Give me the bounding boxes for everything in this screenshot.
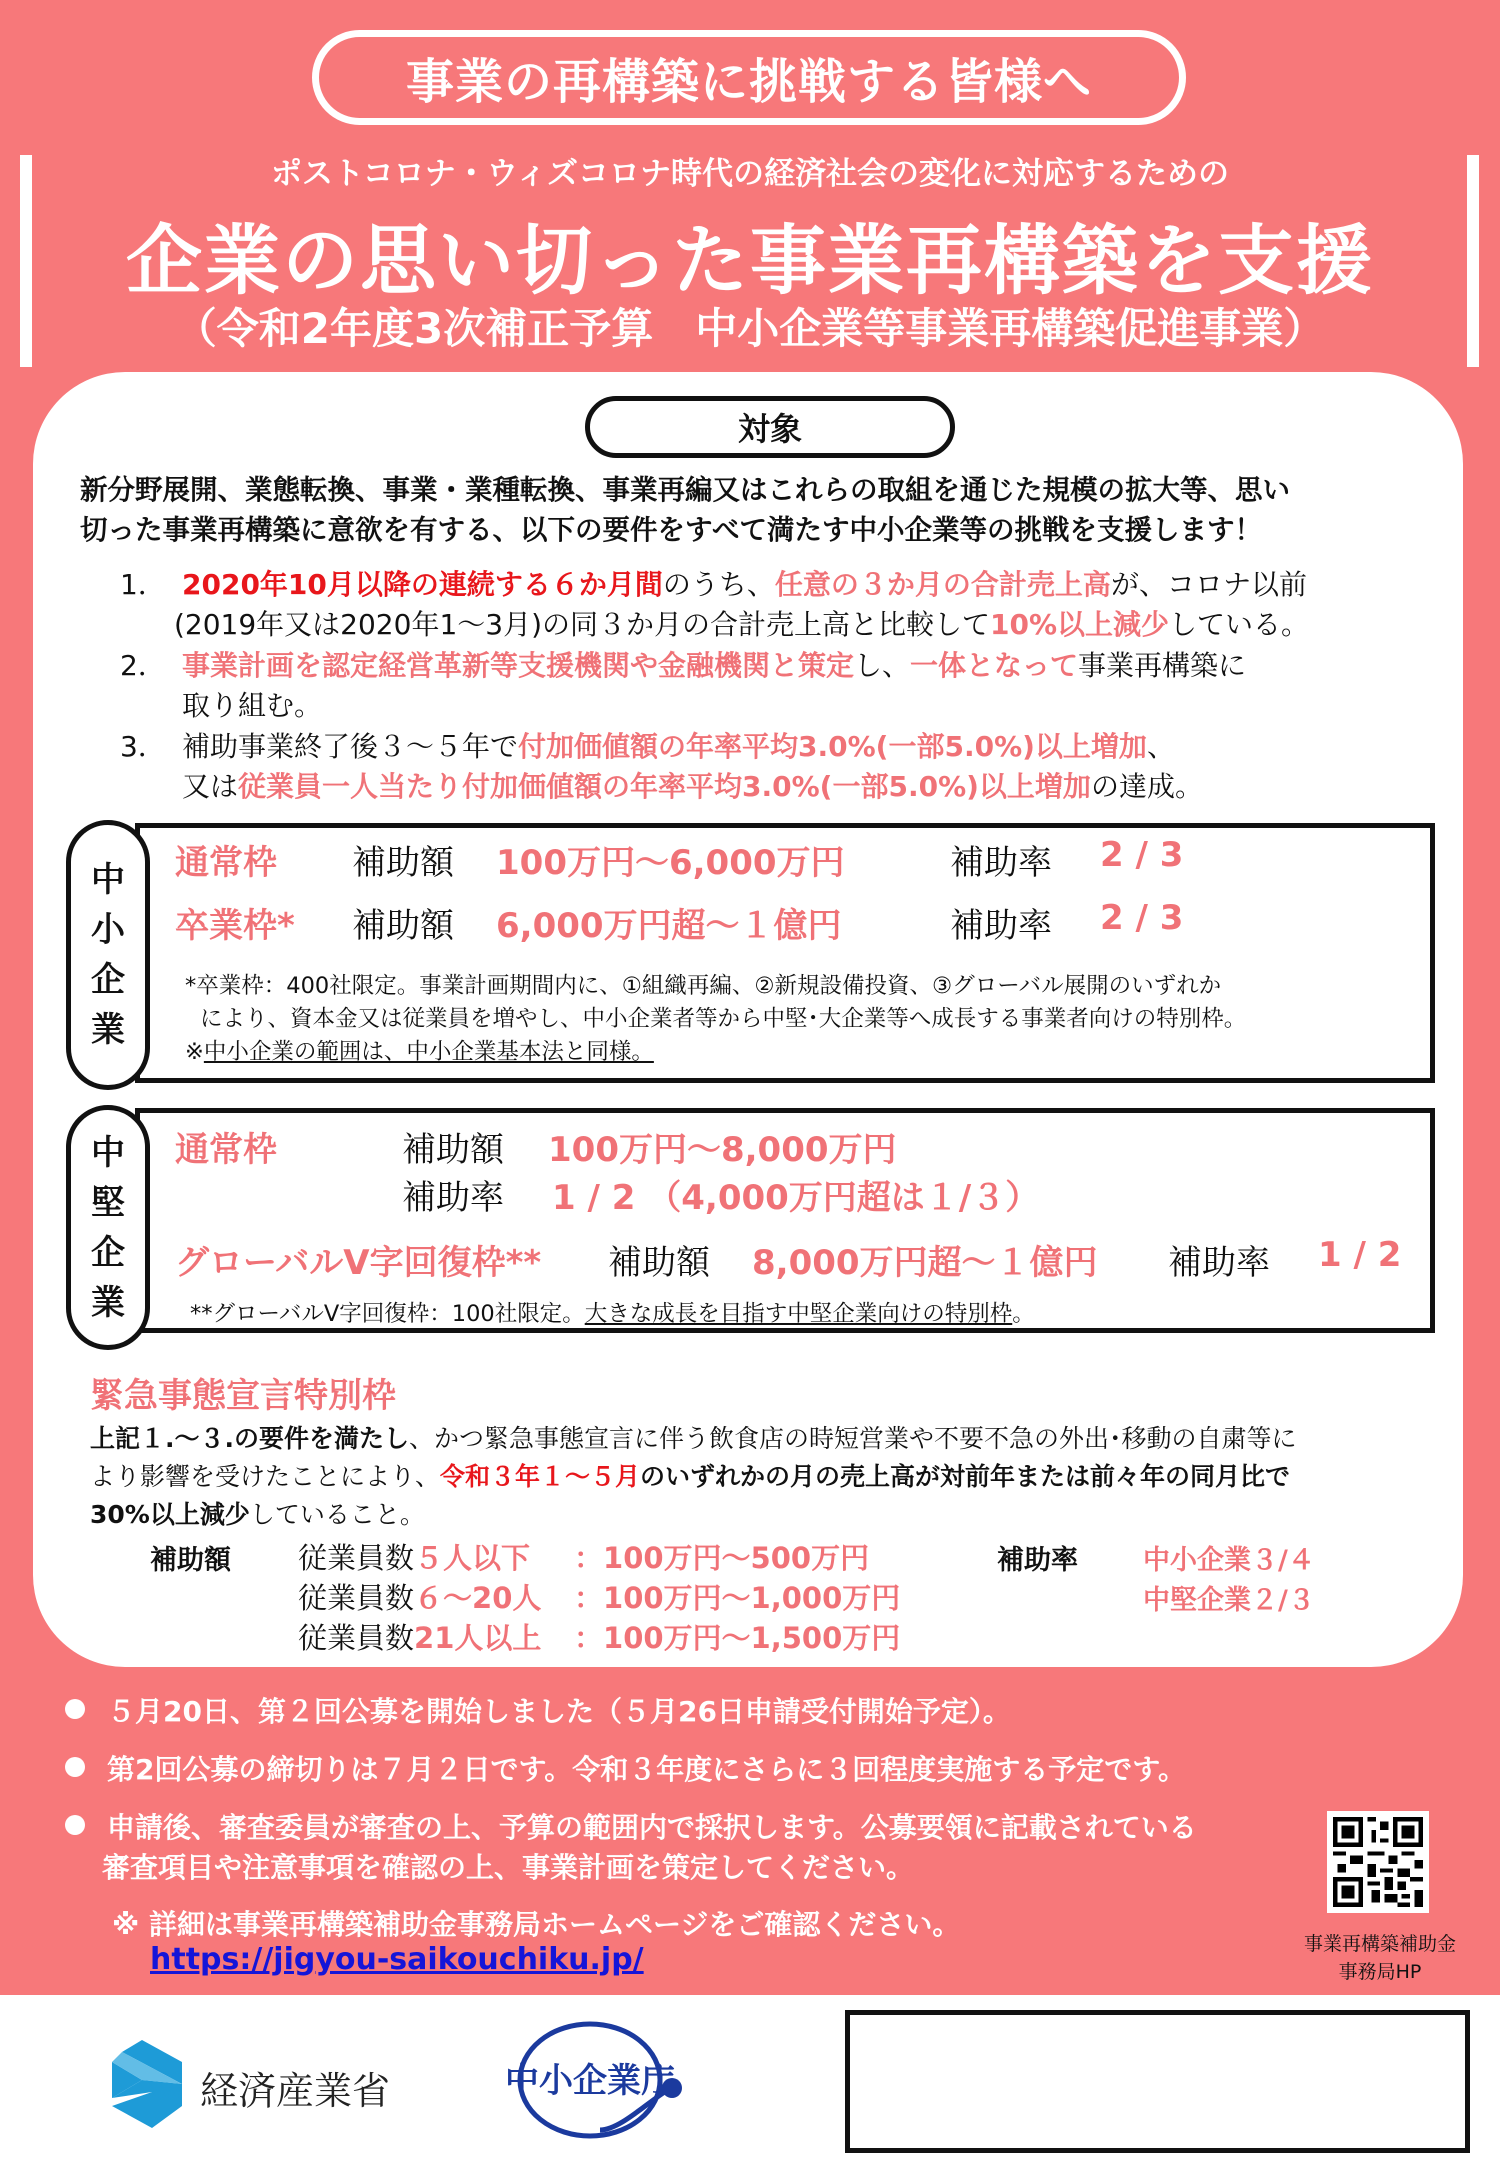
budget-title: （令和2年度3次補正予算 中小企業等事業再構築促進事業） (174, 304, 1326, 353)
bullet-dot-icon (65, 1699, 85, 1719)
midsize-label (66, 1105, 150, 1350)
label-char: 堅 (91, 1182, 125, 1223)
bullet-dot-icon (65, 1757, 85, 1777)
sme-amount-label: 補助額 (352, 843, 454, 883)
emergency-description (90, 1420, 1440, 1534)
emergency-text: 、かつ緊急事態宣言に伴う飲食店の時短営業や不要不急の外出･移動の自粛等に (409, 1424, 1297, 1453)
sme-rate-label: 補助率 (950, 843, 1052, 883)
tier-amount: ：100万円～1,000万円 (574, 1581, 901, 1615)
intro-line-2: 切った事業再構築に意欲を有する、以下の要件をすべて満たす中小企業等の挑戦を支援します！ (80, 514, 1262, 546)
emergency-text-bold: 上記１.～３.の要件を満たし (90, 1424, 409, 1453)
sme-amount: 6,000万円超～１億円 (496, 906, 842, 946)
sme-note-3 (185, 1036, 654, 1069)
tier-prefix: 従業員数 (298, 1621, 415, 1655)
requirement-3 (120, 727, 1440, 807)
requirement-1 (120, 565, 1440, 645)
label-char: 業 (91, 1282, 125, 1323)
header-pill (312, 30, 1186, 125)
requirement-number: 2． (120, 649, 166, 682)
meti-name: 経済産業省 (200, 2069, 391, 2113)
tier-size: ５人以下 (414, 1541, 531, 1575)
requirement-text: 、 (1146, 730, 1175, 763)
note-prefix: ※ (185, 1039, 204, 1065)
tier-amount: ：100万円～1,500万円 (574, 1621, 901, 1655)
requirement-highlight: 10%以上減少 (990, 608, 1170, 641)
midsize-amount: 100万円～8,000万円 (548, 1130, 897, 1170)
sme-label (66, 820, 150, 1090)
requirement-highlight: 事業計画を認定経営革新等支援機関や金融機関と策定 (182, 649, 855, 682)
qr-code-icon[interactable] (1327, 1811, 1429, 1913)
sme-amount: 100万円～6,000万円 (496, 843, 845, 883)
emergency-title: 緊急事態宣言特別枠 (90, 1376, 396, 1416)
sme-amount-label: 補助額 (352, 906, 454, 946)
bullet-text: 第2回公募の締切りは７月２日です。令和３年度にさらに３回程度実施する予定です。 (107, 1753, 1187, 1786)
requirement-text: が、コロナ以前 (1110, 568, 1307, 601)
note-underlined: 中小企業の範囲は、中小企業基本法と同様。 (203, 1039, 654, 1065)
stamp-area (845, 2010, 1470, 2153)
requirement-text: 又は (182, 770, 239, 803)
bullet-item (65, 1750, 1186, 1790)
requirement-text: し、 (854, 649, 911, 682)
requirement-text: 取り組む。 (182, 689, 323, 722)
tier-prefix: 従業員数 (298, 1541, 415, 1575)
label-char: 中 (91, 1132, 125, 1173)
sme-graduation-frame: 卒業枠* (175, 906, 295, 946)
website-link[interactable]: https://jigyou-saikouchiku.jp/ (150, 1942, 644, 1977)
emergency-text: していること。 (249, 1500, 425, 1529)
requirement-number: 3． (120, 730, 166, 763)
midsize-rate: 1 / 2 （4,000万円超は１/３） (552, 1178, 1040, 1218)
label-char: 中 (91, 860, 125, 900)
midsize-rate-label: 補助率 (402, 1178, 504, 1218)
emergency-rate-midsize: 中堅企業２/３ (1143, 1585, 1315, 1616)
global-amount: 8,000万円超～１億円 (752, 1243, 1098, 1283)
note-underlined: 大きな成長を目指す中堅企業向けの特別枠 (584, 1301, 1013, 1327)
tier-prefix: 従業員数 (298, 1581, 415, 1615)
bullet-item (65, 1808, 1197, 1888)
global-amount-label: 補助額 (608, 1243, 710, 1283)
requirement-highlight: 一体となって (910, 649, 1079, 682)
requirement-number: 1． (120, 568, 166, 601)
svg-text:中小企業庁: 中小企業庁 (505, 2062, 675, 2100)
header-pill-text: 事業の再構築に挑戦する皆様へ (405, 54, 1092, 110)
note-text: 。 (1012, 1301, 1035, 1327)
bullet-text: 申請後、審査委員が審査の上、予算の範囲内で採択します。公募要領に記載されている (107, 1811, 1197, 1844)
label-char: 業 (91, 1010, 125, 1050)
requirement-text: している。 (1169, 608, 1310, 641)
sme-rate: 2 / 3 (1100, 835, 1184, 875)
emergency-text-bold: のいずれかの月の売上高が対前年または前々年の同月比で (640, 1462, 1291, 1491)
requirement-text: 事業再構築に (1078, 649, 1247, 682)
label-char: 小 (91, 910, 125, 950)
sme-rate-label: 補助率 (950, 906, 1052, 946)
midsize-amount-label: 補助額 (402, 1130, 504, 1170)
sme-row-normal (175, 835, 277, 884)
tier-size: ６～20人 (414, 1581, 542, 1615)
label-char: 企 (91, 960, 125, 1000)
sme-rate: 2 / 3 (1100, 898, 1184, 938)
employee-tier (298, 1576, 900, 1617)
frame-name: 通常枠 (175, 843, 277, 883)
requirement-highlight: 従業員一人当たり付加価値額の年率平均3.0%(一部5.0%)以上増加 (238, 770, 1091, 803)
requirement-highlight: 任意の３か月の合計売上高 (774, 568, 1111, 601)
sme-note-2: により、資本金又は従業員を増やし、中小企業者等から中堅･大企業等へ成長する事業者向けの特別枠。 (200, 1006, 1247, 1032)
requirement-2 (120, 646, 1440, 726)
emergency-text-red: 令和３年１～５月 (440, 1462, 641, 1491)
note-text: **グローバルV字回復枠：100社限定。 (190, 1301, 585, 1327)
page-title: 企業の思い切った事業再構築を支援 (126, 216, 1374, 305)
bullet-item (65, 1692, 1011, 1732)
employee-tier (298, 1536, 869, 1577)
midsize-note (190, 1298, 1035, 1331)
global-rate-label: 補助率 (1168, 1243, 1270, 1283)
employee-tier (298, 1616, 900, 1657)
meti-logo-icon (112, 2040, 182, 2128)
requirement-text: 補助事業終了後３～５年で (182, 730, 519, 763)
global-frame: グローバルV字回復枠** (175, 1243, 542, 1283)
subtitle: ポストコロナ・ウィズコロナ時代の経済社会の変化に対応するための (271, 156, 1229, 192)
requirement-highlight: 2020年10月以降の連続する６か月間 (182, 568, 663, 601)
bullet-text: 審査項目や注意事項を確認の上、事業計画を策定してください。 (102, 1851, 915, 1884)
tier-size: 21人以上 (414, 1621, 542, 1655)
bullet-text: ５月20日、第２回公募を開始しました（５月26日申請受付開始予定）。 (107, 1695, 1011, 1728)
midsize-normal-frame: 通常枠 (175, 1130, 277, 1170)
target-intro (80, 470, 1440, 550)
bullet-dot-icon (65, 1815, 85, 1835)
qr-label-line: 事務局HP (1338, 1961, 1422, 1983)
global-rate: 1 / 2 (1318, 1235, 1402, 1275)
target-label: 対象 (585, 396, 955, 458)
emergency-text-bold: 30%以上減少 (90, 1500, 250, 1529)
label-char: 企 (91, 1232, 125, 1273)
tier-amount: ：100万円～500万円 (574, 1541, 870, 1575)
emergency-text: より影響を受けたことにより、 (90, 1462, 441, 1491)
requirement-text: (2019年又は2020年1～3月)の同３か月の合計売上高と比較して (174, 608, 990, 641)
requirement-text: のうち、 (662, 568, 775, 601)
emergency-rate-label: 補助率 (997, 1545, 1078, 1576)
chusho-logo-icon (500, 2020, 720, 2140)
emergency-rate-sme: 中小企業３/４ (1143, 1545, 1315, 1576)
intro-line-1: 新分野展開、業態転換、事業・業種転換、事業再編又はこれらの取組を通じた規模の拡大等、思い (80, 474, 1290, 506)
details-note: ※ 詳細は事業再構築補助金事務局ホームページをご確認ください。 (112, 1908, 961, 1941)
qr-label (1280, 1930, 1480, 1986)
sme-note-1: *卒業枠：400社限定。事業計画期間内に、①組織再編、②新規設備投資、③グローバル展開のいずれか (185, 973, 1222, 999)
requirement-text: の達成。 (1090, 770, 1203, 803)
qr-label-line: 事業再構築補助金 (1303, 1933, 1456, 1955)
requirement-highlight: 付加価値額の年率平均3.0%(一部5.0%)以上増加 (518, 730, 1147, 763)
emergency-amount-label: 補助額 (150, 1545, 231, 1576)
